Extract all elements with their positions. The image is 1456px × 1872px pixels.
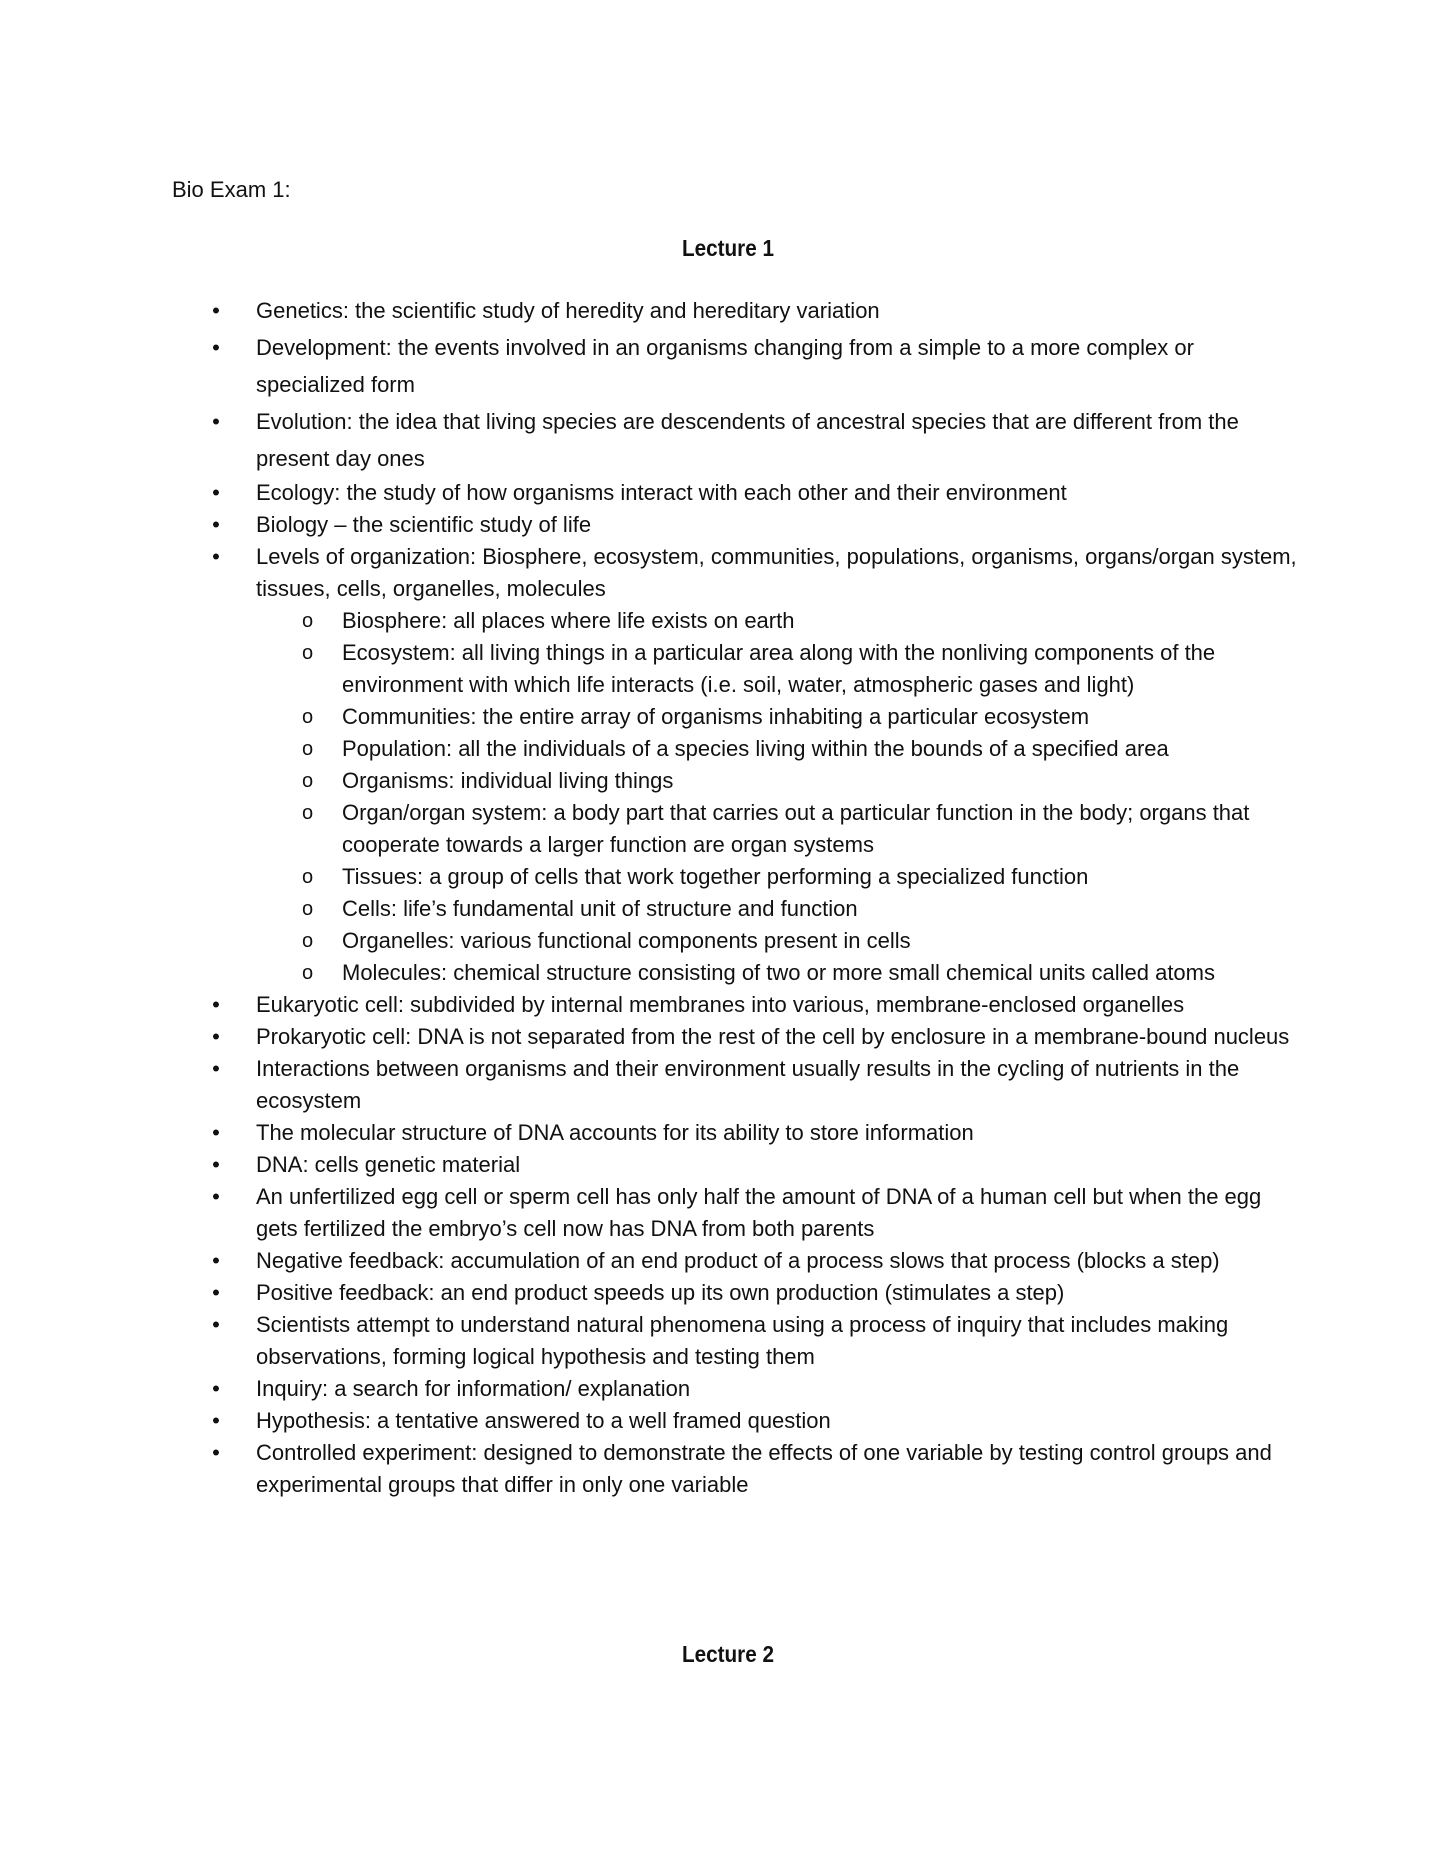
sub-list-item-text: Organelles: various functional components present in cells (342, 928, 911, 953)
list-item (0, 1245, 1298, 1277)
sub-list-item-text: Cells: life’s fundamental unit of structure and function (342, 896, 858, 921)
sub-list-item-text: Tissues: a group of cells that work together performing a specialized function (342, 864, 1089, 889)
sub-list-item-text: Molecules: chemical structure consisting of two or more small chemical units called atoms (342, 960, 1215, 985)
list-item-text: Levels of organization: Biosphere, ecosystem, communities, populations, organisms, organs/organ system, tissues, cells, organelles, molecules (256, 544, 1297, 601)
sub-list-item (0, 797, 1258, 861)
list-item (0, 541, 1298, 605)
list-item (0, 403, 1298, 477)
bullet-icon: • (212, 480, 220, 505)
sub-list-item-text: Ecosystem: all living things in a particular area along with the nonliving components of the environment with which life interacts (i.e. soil, water, atmospheric gases and light) (342, 640, 1216, 697)
bullet-icon: • (212, 1184, 220, 1209)
list-item (0, 1277, 1298, 1309)
list-item (0, 1117, 1298, 1149)
list-item-text: The molecular structure of DNA accounts for its ability to store information (256, 1120, 974, 1145)
sub-bullet-icon: o (302, 738, 314, 760)
list-item-text: Ecology: the study of how organisms interact with each other and their environment (256, 480, 1067, 505)
list-item-text: DNA: cells genetic material (256, 1152, 521, 1177)
bullet-icon: • (212, 1408, 220, 1433)
bullet-icon: • (212, 1152, 220, 1177)
bullet-icon: • (212, 335, 220, 360)
sub-list-item (0, 925, 1258, 957)
bullet-icon: • (212, 298, 220, 323)
list-item-text: Negative feedback: accumulation of an end product of a process slows that process (blocks a step) (256, 1248, 1220, 1273)
list-item-text: Controlled experiment: designed to demonstrate the effects of one variable by testing control groups and experimental groups that differ in only one variable (256, 1440, 1272, 1497)
list-item (0, 1405, 1298, 1437)
list-item-text: Scientists attempt to understand natural phenomena using a process of inquiry that includes making observations, forming logical hypothesis and testing them (256, 1312, 1229, 1369)
bullet-icon: • (212, 1440, 220, 1465)
sub-bullet-icon: o (302, 770, 314, 792)
sub-list-item-text: Communities: the entire array of organisms inhabiting a particular ecosystem (342, 704, 1090, 729)
bullet-icon: • (212, 1312, 220, 1337)
list-item-text: Biology – the scientific study of life (256, 512, 592, 537)
bullet-icon: • (212, 1024, 220, 1049)
bullet-icon: • (212, 1280, 220, 1305)
sub-list-item (0, 701, 1258, 733)
lecture-1-heading: Lecture 1 (681, 235, 775, 261)
bullet-icon: • (212, 1376, 220, 1401)
bullet-icon: • (212, 544, 220, 569)
list-item (0, 989, 1298, 1021)
list-item (0, 1053, 1298, 1117)
list-item (0, 329, 1298, 403)
list-item-text: An unfertilized egg cell or sperm cell has only half the amount of DNA of a human cell but when the egg gets fertilized the embryo’s cell now has DNA from both parents (256, 1184, 1262, 1241)
sub-list-item (0, 861, 1258, 893)
sub-bullet-icon: o (302, 898, 314, 920)
sub-bullet-icon: o (302, 866, 314, 888)
sub-bullet-icon: o (302, 642, 314, 664)
sub-bullet-icon: o (302, 802, 314, 824)
sub-list-item (0, 765, 1258, 797)
list-item (0, 477, 1298, 509)
document-title: Bio Exam 1: (172, 177, 291, 202)
sub-list-item (0, 893, 1258, 925)
list-item (0, 1021, 1298, 1053)
bullet-icon: • (212, 409, 220, 434)
sub-list-item-text: Biosphere: all places where life exists on earth (342, 608, 795, 633)
sub-list-item (0, 957, 1258, 989)
bullet-icon: • (212, 512, 220, 537)
lecture-2-heading: Lecture 2 (681, 1641, 775, 1667)
sub-list-item-text: Population: all the individuals of a species living within the bounds of a specified area (342, 736, 1169, 761)
sub-list-item-text: Organ/organ system: a body part that carries out a particular function in the body; organs that cooperate towards a larger function are organ systems (342, 800, 1250, 857)
bullet-icon: • (212, 1248, 220, 1273)
list-item-text: Prokaryotic cell: DNA is not separated from the rest of the cell by enclosure in a membrane-bound nucleus (256, 1024, 1290, 1049)
sub-bullet-icon: o (302, 962, 314, 984)
list-item (0, 1373, 1298, 1405)
list-item-text: Development: the events involved in an organisms changing from a simple to a more complex or specialized form (256, 335, 1194, 397)
list-item-text: Inquiry: a search for information/ explanation (256, 1376, 691, 1401)
lecture-1-notes-list (0, 292, 1456, 1501)
list-item (0, 1149, 1298, 1181)
sub-list-item (0, 605, 1258, 637)
list-item (0, 1181, 1298, 1245)
sub-bullet-icon: o (302, 706, 314, 728)
list-item-text: Evolution: the idea that living species are descendents of ancestral species that are different from the present day ones (256, 409, 1239, 471)
sub-bullet-icon: o (302, 610, 314, 632)
sub-list-item (0, 637, 1258, 701)
list-item-text: Genetics: the scientific study of heredity and hereditary variation (256, 298, 880, 323)
list-item (0, 509, 1298, 541)
list-item (0, 1309, 1298, 1373)
list-item (0, 1437, 1298, 1501)
bullet-icon: • (212, 992, 220, 1017)
list-item (0, 292, 1298, 329)
sub-list-item-text: Organisms: individual living things (342, 768, 674, 793)
list-item-text: Hypothesis: a tentative answered to a well framed question (256, 1408, 831, 1433)
list-item-text: Positive feedback: an end product speeds up its own production (stimulates a step) (256, 1280, 1065, 1305)
bullet-icon: • (212, 1056, 220, 1081)
list-item-text: Interactions between organisms and their environment usually results in the cycling of nutrients in the ecosystem (256, 1056, 1240, 1113)
sub-list-item (0, 733, 1258, 765)
bullet-icon: • (212, 1120, 220, 1145)
sub-bullet-icon: o (302, 930, 314, 952)
list-item-text: Eukaryotic cell: subdivided by internal membranes into various, membrane-enclosed organelles (256, 992, 1185, 1017)
